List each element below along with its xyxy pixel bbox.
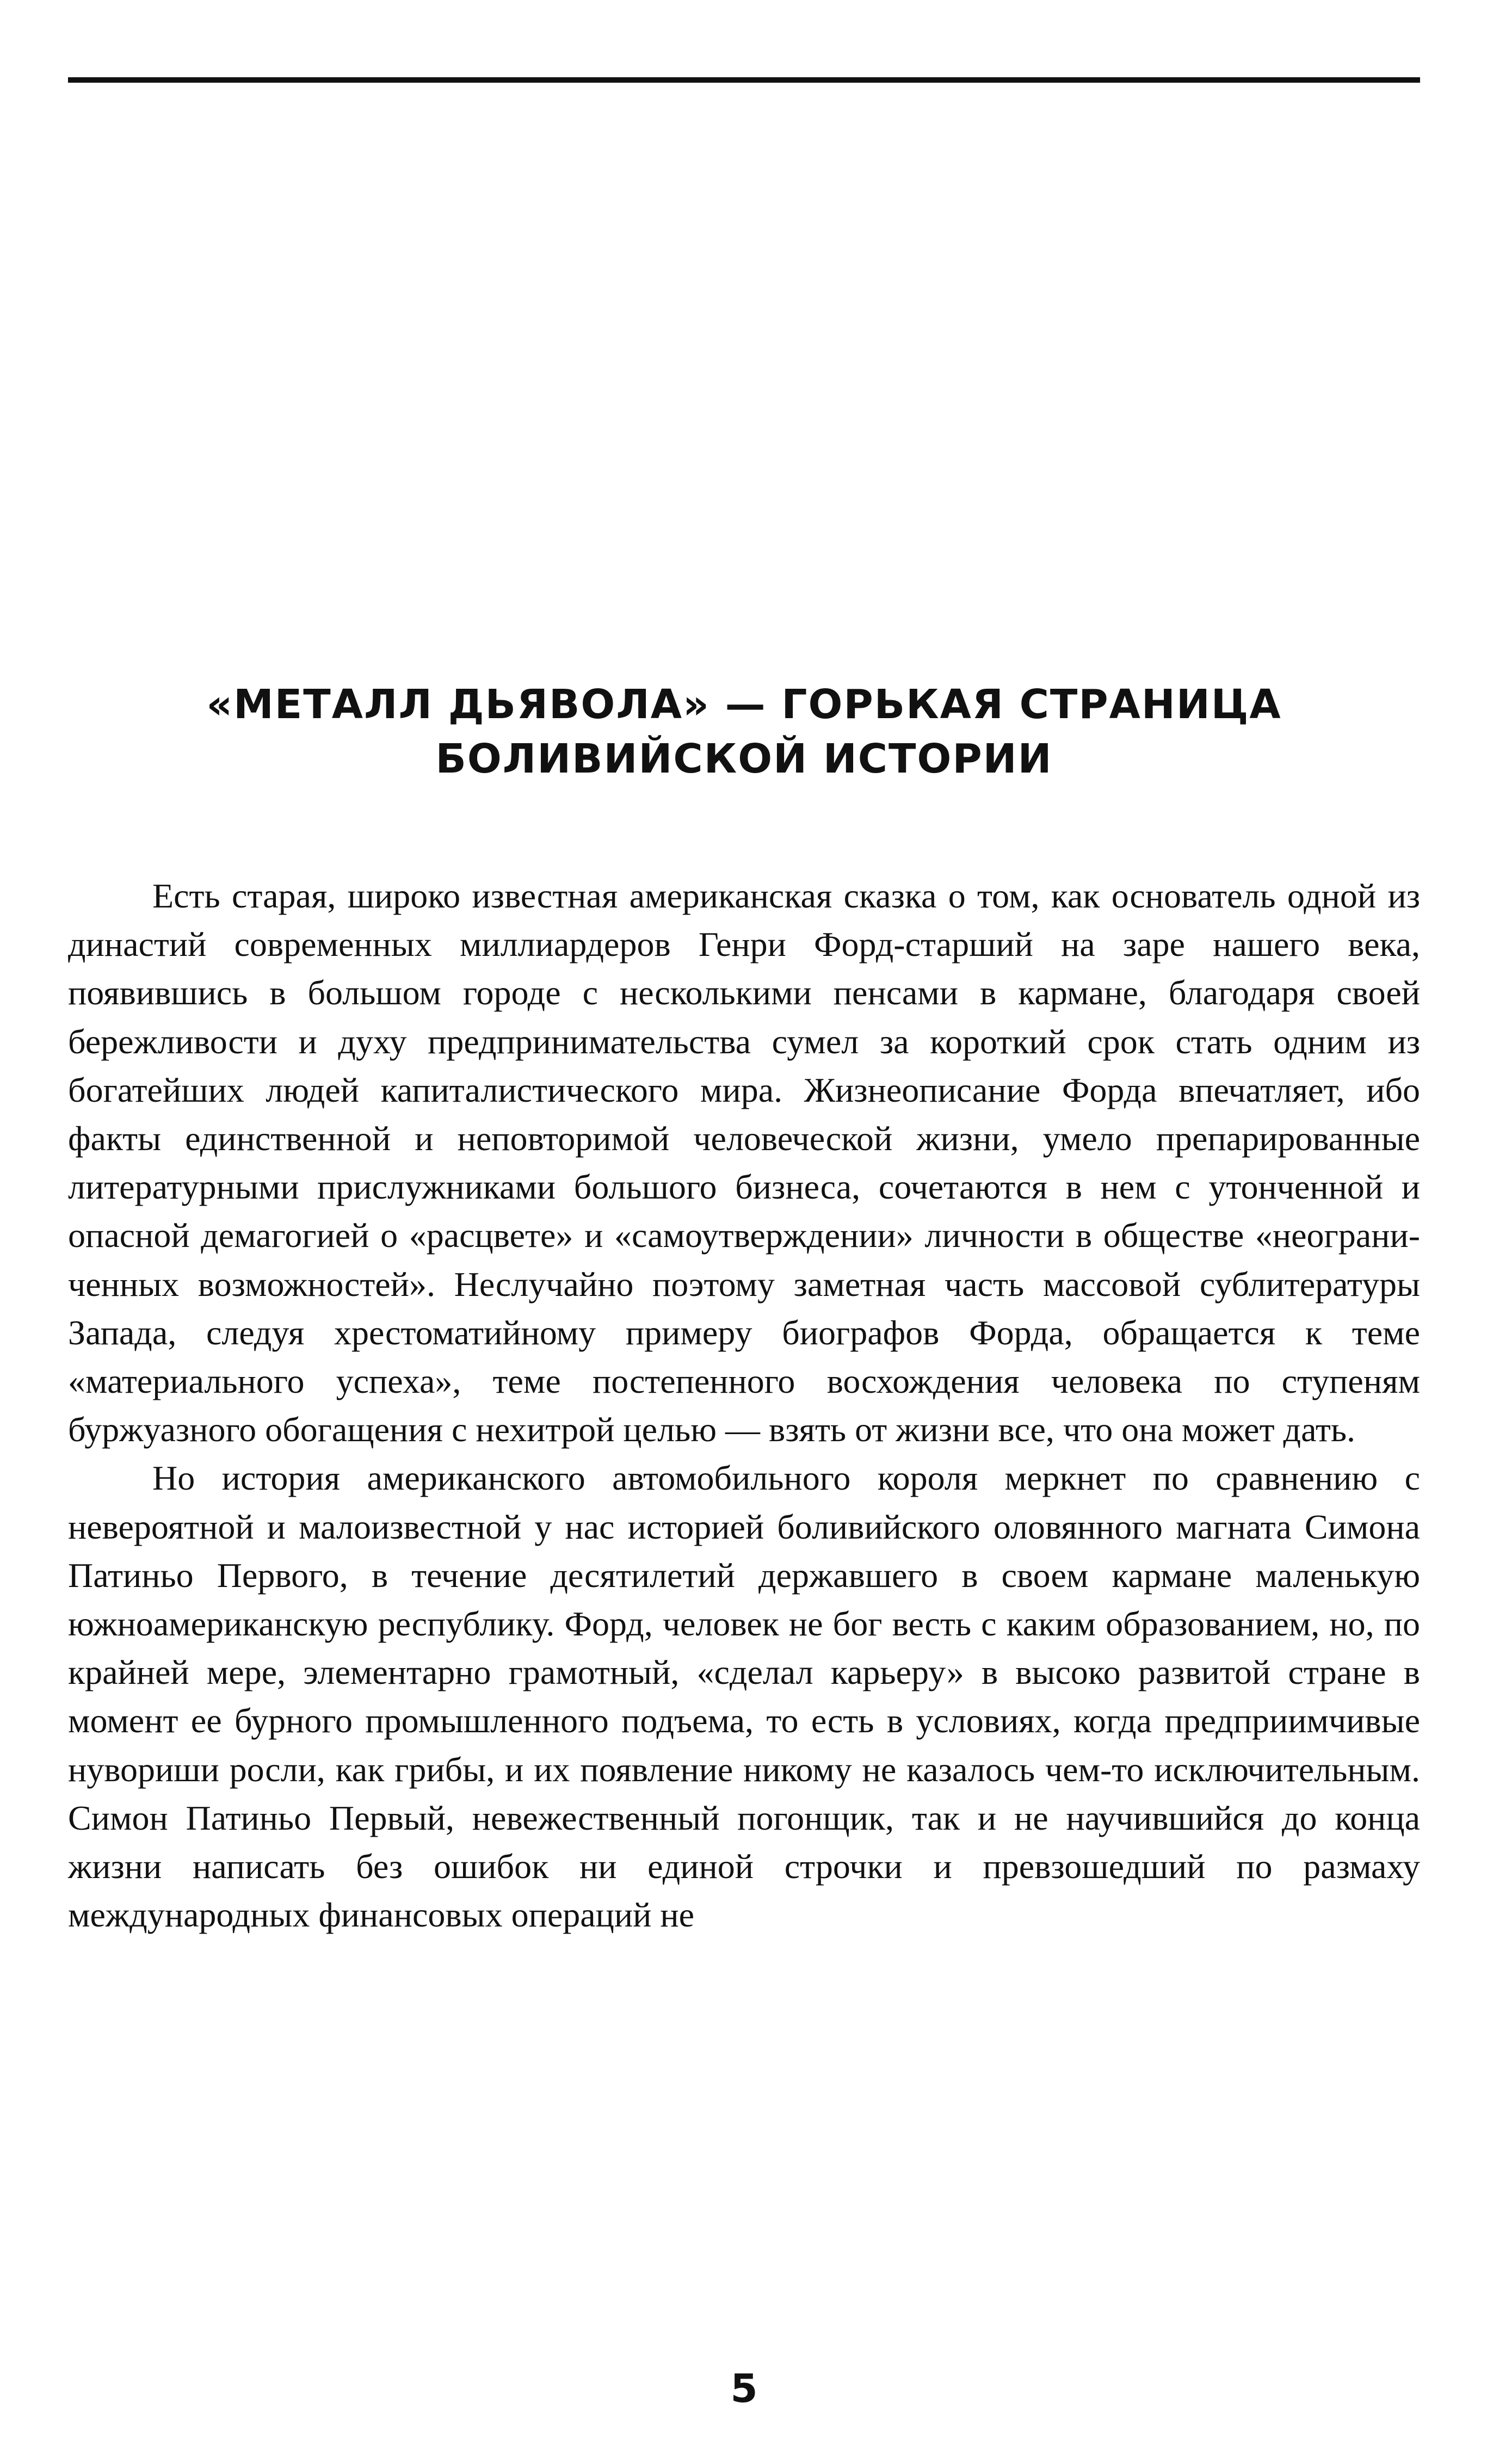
chapter-title-line-1: «МЕТАЛЛ ДЬЯВОЛА» — ГОРЬКАЯ СТРАНИЦА <box>206 681 1282 728</box>
top-rule <box>68 77 1420 83</box>
paragraph-1: Есть старая, широко известная американская сказка о том, как основатель одной из династий современных миллиардеров Генри Форд-старший на заре нашего века, появившись в большом городе с несколькими пенсами в кармане, благодаря своей бережливости и духу предпринимательства сумел за короткий срок стать одним из богатейших людей капиталистического мира. Жизнеописание Форда впечатляет, ибо факты единственной и неповторимой человеческой жизни, умело препарированные литературными прислужниками большого бизнеса, сочетаются в нем с утонченной и опасной демагогией о «расцвете» и «самоутверждении» личности в обществе «неограниченных возможностей». Неслучайно поэтому заметная часть массовой сублитературы Запада, следуя хрестоматийному примеру биографов Форда, обращается к теме «материального успеха», теме постепенного восхождения человека по ступеням буржуазного обогащения с нехитрой целью — взять от жизни все, что она может дать. <box>68 876 1420 1449</box>
body-text <box>68 872 1420 1939</box>
paragraph-2: Но история американского автомобильного короля меркнет по сравнению с невероятной и малоизвестной у нас историей боливийского оловянного магната Симона Патиньо Первого, в течение десятилетий державшего в своем кармане маленькую южноамериканскую республику. Форд, человек не бог весть с каким образованием, но, по крайней мере, элементарно грамотный, «сделал карьеру» в высоко развитой стране в момент ее бурного промышленного подъема, то есть в условиях, когда предприимчивые нувориши росли, как грибы, и их появление никому не казалось чем-то исключительным. Симон Патиньо Первый, невежественный погонщик, так и не научившийся до конца жизни написать без ошибок ни единой строчки и превзошедший по размаху международных финансовых операций не <box>68 1459 1420 1935</box>
page-number: 5 <box>730 2366 758 2411</box>
chapter-title-line-2: БОЛИВИЙСКОЙ ИСТОРИИ <box>435 736 1053 782</box>
